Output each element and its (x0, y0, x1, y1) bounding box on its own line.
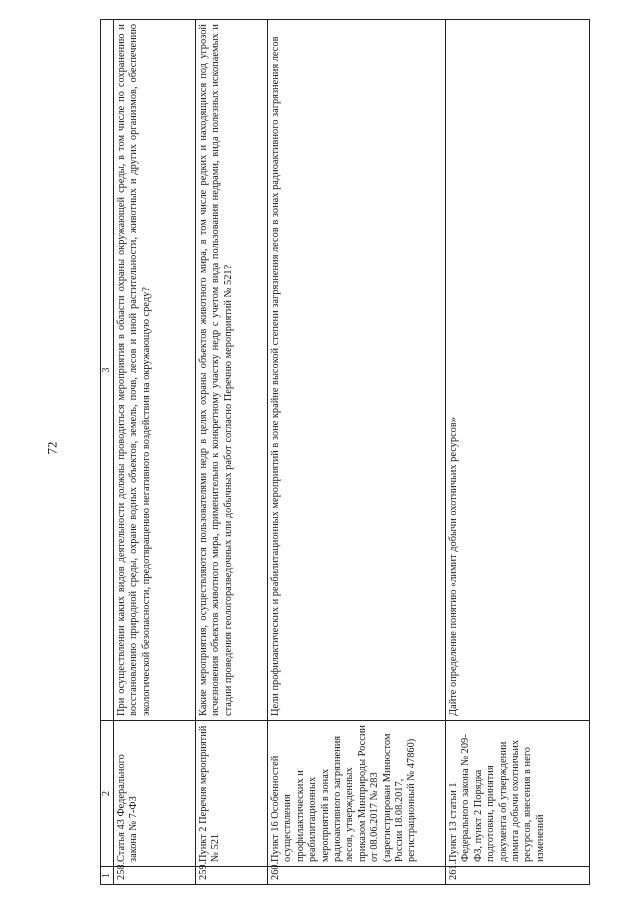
header-col-1: 1 (101, 867, 114, 885)
row-question: Дайте определение понятию «лимит добычи охотничьих ресурсов» (446, 20, 590, 721)
table-row (268, 20, 446, 885)
row-source: Пункт 2 Перечня мероприятий № 521 (196, 721, 268, 867)
table-row (446, 20, 590, 885)
regulations-table (100, 19, 590, 885)
row-source: Пункт 13 статьи 1 Федерального закона № 209-ФЗ, пункт 2 Порядка подготовки, принятия документа об утверждении лимита добычи охотничьих ресурсов, внесения в него изменений (446, 721, 590, 867)
row-source: Статья 43 Федерального закона № 7-ФЗ (114, 721, 196, 867)
row-number: 259. (196, 867, 268, 885)
row-number: 260. (268, 867, 446, 885)
header-col-2: 2 (101, 721, 114, 867)
row-number: 258. (114, 867, 196, 885)
table-row (196, 20, 268, 885)
table-header-row (101, 20, 114, 885)
header-col-3: 3 (101, 20, 114, 721)
rotated-table-wrapper (100, 19, 588, 885)
page-number: 72 (44, 441, 60, 455)
row-question: Какие мероприятия, осуществляются пользователями недр в целях охраны объектов животного мира, в том числе редких и находящихся под угрозой исчезновения объектов животного мира, применительно к конкретному участку недр с учетом вида пользования недрами, вида полезных ископаемых и стадии проведения геологоразведочных или добычных работ согласно Перечню мероприятий № 521? (196, 20, 268, 721)
row-source: Пункт 16 Особенностей осуществления профилактических и реабилитационных мероприятий в зонах радиоактивного загрязнения лесов, утвержденных приказом Минприроды России от 08.06.2017 № 283 (зарегистрирован Минюстом России 18.08.2017, регистрационный № 47860) (268, 721, 446, 867)
row-number: 261. (446, 867, 590, 885)
row-question: Цели профилактических и реабилитационных мероприятий в зоне крайне высокой степени загрязнения лесов в зонах радиоактивного загрязнения лесов (268, 20, 446, 721)
row-question: При осуществлении каких видов деятельности должны проводиться мероприятия в области охраны окружающей среды, в том числе по сохранению и восстановлению природной среды, охране водных объектов, земель, почв, лесов и иной растительности, животных и других организмов, обеспечению экологической безопасности, предотвращению негативного воздействия на окружающую среду? (114, 20, 196, 721)
table-row (114, 20, 196, 885)
